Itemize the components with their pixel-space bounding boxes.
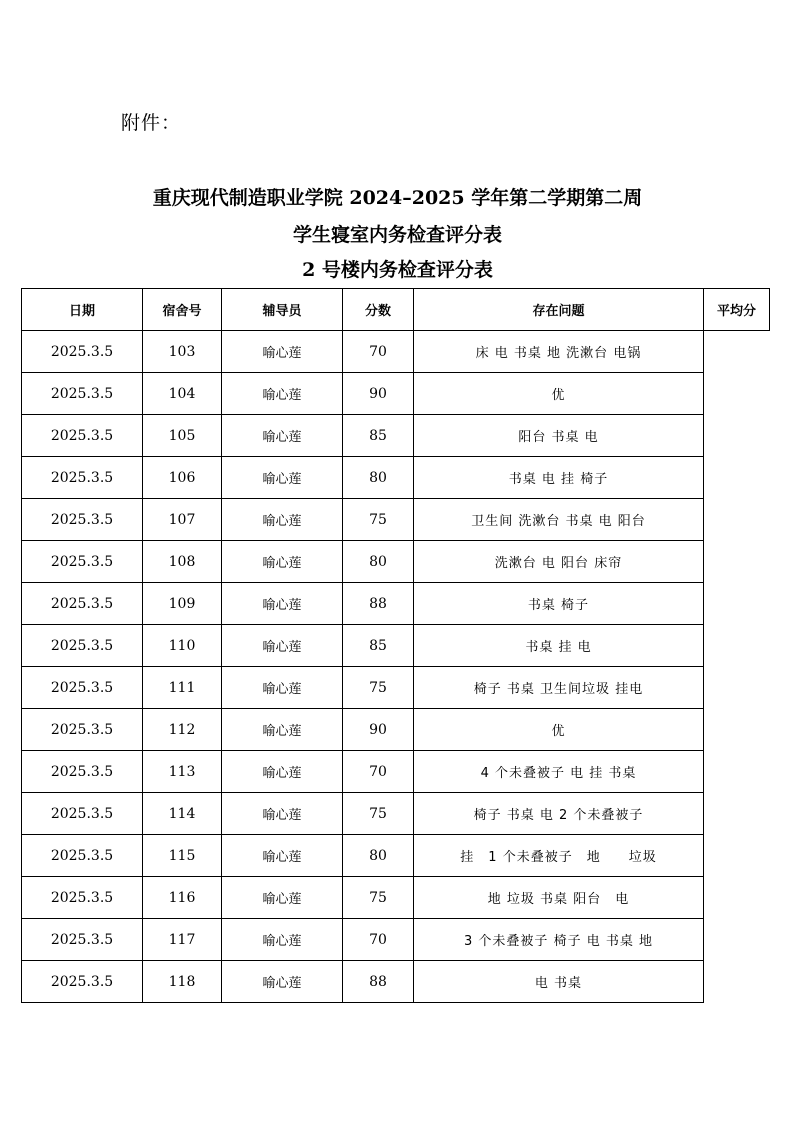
cell-room: 104: [143, 373, 222, 415]
cell-issues: 卫生间 洗漱台 书桌 电 阳台: [414, 499, 704, 541]
cell-tutor: 喻心莲: [222, 499, 343, 541]
table-row: [22, 415, 770, 457]
table-row: [22, 709, 770, 751]
cell-date: 2025.3.5: [22, 709, 143, 751]
cell-room: 108: [143, 541, 222, 583]
cell-score: 85: [343, 625, 414, 667]
cell-issues: 地 垃圾 书桌 阳台 电: [414, 877, 704, 919]
cell-score: 75: [343, 667, 414, 709]
cell-date: 2025.3.5: [22, 751, 143, 793]
cell-tutor: 喻心莲: [222, 877, 343, 919]
cell-issues: 椅子 书桌 电 2 个未叠被子: [414, 793, 704, 835]
cell-issues: 床 电 书桌 地 洗漱台 电锅: [414, 331, 704, 373]
cell-issues: 优: [414, 709, 704, 751]
cell-score: 90: [343, 709, 414, 751]
cell-issues: 挂 1 个未叠被子 地 垃圾: [414, 835, 704, 877]
cell-score: 80: [343, 835, 414, 877]
table-row: [22, 583, 770, 625]
cell-score: 75: [343, 793, 414, 835]
cell-issues: 洗漱台 电 阳台 床帘: [414, 541, 704, 583]
cell-score: 70: [343, 751, 414, 793]
cell-score: 85: [343, 415, 414, 457]
cell-date: 2025.3.5: [22, 793, 143, 835]
cell-issues: 电 书桌: [414, 961, 704, 1003]
cell-room: 103: [143, 331, 222, 373]
table-row: [22, 499, 770, 541]
table-header-row: [22, 289, 770, 331]
cell-score: 70: [343, 919, 414, 961]
cell-issues: 3 个未叠被子 椅子 电 书桌 地: [414, 919, 704, 961]
header-tutor: 辅导员: [222, 289, 343, 331]
table-row: [22, 331, 770, 373]
cell-room: 112: [143, 709, 222, 751]
cell-date: 2025.3.5: [22, 625, 143, 667]
cell-tutor: 喻心莲: [222, 919, 343, 961]
cell-issues: 书桌 挂 电: [414, 625, 704, 667]
document-subtitle-building: 2 号楼内务检查评分表: [302, 259, 493, 281]
table-row: [22, 373, 770, 415]
table-row: [22, 877, 770, 919]
attachment-label: 附件：: [121, 112, 182, 134]
header-score: 分数: [343, 289, 414, 331]
cell-tutor: 喻心莲: [222, 457, 343, 499]
table-row: [22, 541, 770, 583]
header-issues: 存在问题: [414, 289, 704, 331]
cell-tutor: 喻心莲: [222, 961, 343, 1003]
cell-room: 114: [143, 793, 222, 835]
table-row: [22, 625, 770, 667]
cell-issues: 书桌 电 挂 椅子: [414, 457, 704, 499]
header-room: 宿舍号: [143, 289, 222, 331]
cell-date: 2025.3.5: [22, 499, 143, 541]
cell-tutor: 喻心莲: [222, 415, 343, 457]
inspection-score-table: [21, 288, 770, 1003]
cell-date: 2025.3.5: [22, 457, 143, 499]
cell-date: 2025.3.5: [22, 373, 143, 415]
document-title-line1: 重庆现代制造职业学院 2024–2025 学年第二学期第二周: [152, 187, 643, 209]
cell-room: 106: [143, 457, 222, 499]
cell-room: 117: [143, 919, 222, 961]
cell-room: 109: [143, 583, 222, 625]
cell-issues: 优: [414, 373, 704, 415]
cell-tutor: 喻心莲: [222, 793, 343, 835]
cell-room: 107: [143, 499, 222, 541]
cell-room: 110: [143, 625, 222, 667]
cell-issues: 4 个未叠被子 电 挂 书桌: [414, 751, 704, 793]
cell-issues: 阳台 书桌 电: [414, 415, 704, 457]
cell-score: 88: [343, 583, 414, 625]
cell-tutor: 喻心莲: [222, 667, 343, 709]
cell-average-merged: [704, 331, 770, 1003]
table-row: [22, 793, 770, 835]
cell-tutor: 喻心莲: [222, 373, 343, 415]
cell-date: 2025.3.5: [22, 415, 143, 457]
cell-date: 2025.3.5: [22, 331, 143, 373]
cell-room: 111: [143, 667, 222, 709]
cell-score: 80: [343, 541, 414, 583]
table-row: [22, 667, 770, 709]
document-title-line2: 学生寝室内务检查评分表: [292, 224, 502, 246]
cell-date: 2025.3.5: [22, 877, 143, 919]
header-average: 平均分: [704, 289, 770, 331]
cell-tutor: 喻心莲: [222, 331, 343, 373]
cell-date: 2025.3.5: [22, 583, 143, 625]
cell-date: 2025.3.5: [22, 835, 143, 877]
header-date: 日期: [22, 289, 143, 331]
cell-score: 75: [343, 877, 414, 919]
table-row: [22, 961, 770, 1003]
cell-room: 115: [143, 835, 222, 877]
cell-room: 118: [143, 961, 222, 1003]
table-row: [22, 457, 770, 499]
table-row: [22, 919, 770, 961]
cell-tutor: 喻心莲: [222, 625, 343, 667]
table-row: [22, 751, 770, 793]
cell-tutor: 喻心莲: [222, 541, 343, 583]
cell-tutor: 喻心莲: [222, 709, 343, 751]
cell-issues: 书桌 椅子: [414, 583, 704, 625]
cell-score: 75: [343, 499, 414, 541]
cell-room: 105: [143, 415, 222, 457]
cell-tutor: 喻心莲: [222, 751, 343, 793]
cell-date: 2025.3.5: [22, 541, 143, 583]
cell-date: 2025.3.5: [22, 667, 143, 709]
cell-tutor: 喻心莲: [222, 835, 343, 877]
cell-score: 88: [343, 961, 414, 1003]
cell-room: 116: [143, 877, 222, 919]
table-row: [22, 835, 770, 877]
cell-date: 2025.3.5: [22, 919, 143, 961]
cell-score: 70: [343, 331, 414, 373]
cell-score: 90: [343, 373, 414, 415]
cell-date: 2025.3.5: [22, 961, 143, 1003]
cell-issues: 椅子 书桌 卫生间垃圾 挂电: [414, 667, 704, 709]
cell-room: 113: [143, 751, 222, 793]
cell-tutor: 喻心莲: [222, 583, 343, 625]
cell-score: 80: [343, 457, 414, 499]
